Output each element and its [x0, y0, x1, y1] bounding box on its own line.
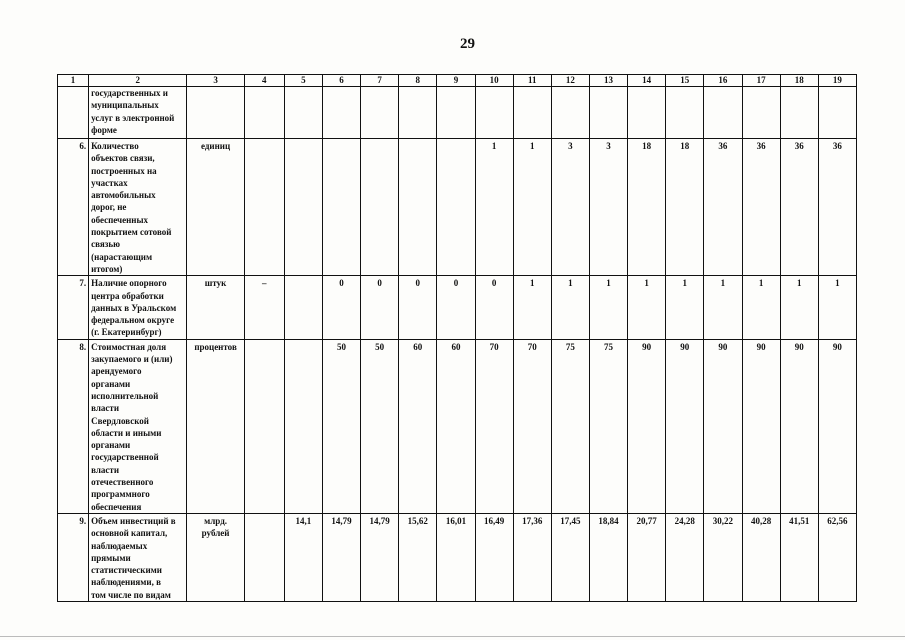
value-cell-col-18: 1 [780, 276, 818, 339]
value-cell-col-16: 90 [704, 339, 742, 513]
value-cell-col-19: 90 [818, 339, 856, 513]
value-cell [513, 87, 551, 139]
value-cell-col-19: 62,56 [818, 513, 856, 601]
value-cell-col-5 [284, 139, 322, 276]
value-cell-col-5: 14,1 [284, 513, 322, 601]
value-cell-col-10: 70 [475, 339, 513, 513]
value-cell-col-12: 1 [551, 276, 589, 339]
value-cell [322, 87, 360, 139]
indicator-name-line: федеральном округе [91, 315, 175, 326]
indicator-name-line: услуг в электронной [91, 112, 175, 123]
indicator-name-line: Свердловской [91, 415, 149, 426]
column-header-15: 15 [666, 75, 704, 87]
table-body [58, 75, 857, 602]
indicator-name-cell [89, 276, 187, 339]
value-cell-col-17: 36 [742, 139, 780, 276]
value-cell-col-13: 18,84 [589, 513, 627, 601]
row-number-cell [58, 87, 89, 139]
value-cell [818, 87, 856, 139]
indicator-name-line: покрытием сотовой [91, 227, 172, 238]
value-cell-col-7: 50 [361, 339, 399, 513]
column-header-2: 2 [89, 75, 187, 87]
value-cell-col-12: 3 [551, 139, 589, 276]
column-header-5: 5 [284, 75, 322, 87]
column-header-11: 11 [513, 75, 551, 87]
indicator-name-line: исполнительной [91, 390, 159, 401]
indicator-name-line: форме [91, 124, 117, 135]
value-cell [187, 87, 244, 139]
column-header-7: 7 [361, 75, 399, 87]
column-header-16: 16 [704, 75, 742, 87]
indicator-name-line: отечественного [91, 477, 154, 488]
value-cell-col-19: 1 [818, 276, 856, 339]
value-cell-col-6: 14,79 [322, 513, 360, 601]
value-cell-col-16: 1 [704, 276, 742, 339]
indicator-name-line: наблюдениями, в [91, 577, 161, 588]
unit-line: процентов [194, 341, 237, 352]
indicator-name-line: муниципальных [91, 100, 159, 111]
value-cell-col-18: 36 [780, 139, 818, 276]
indicator-name-line: участках [91, 177, 128, 188]
table-row-continuation [58, 87, 857, 139]
value-cell [628, 87, 666, 139]
value-cell-col-10: 16,49 [475, 513, 513, 601]
indicator-name-line: Наличие опорного [91, 278, 167, 289]
value-cell-col-12: 17,45 [551, 513, 589, 601]
value-cell-col-18: 41,51 [780, 513, 818, 601]
indicator-name-line: построенных на [91, 165, 157, 176]
value-cell [399, 87, 437, 139]
value-cell-col-15: 18 [666, 139, 704, 276]
value-cell-col-17: 40,28 [742, 513, 780, 601]
unit-line: единиц [200, 141, 231, 151]
indicator-name-line: прямыми [91, 552, 131, 563]
indicator-name-line: области и иными [91, 427, 162, 438]
indicator-name-line: наблюдаемых [91, 540, 148, 551]
value-cell-col-15: 1 [666, 276, 704, 339]
value-cell [780, 87, 818, 139]
indicator-name-line: том числе по видам [91, 589, 171, 600]
unit-cell [187, 339, 244, 513]
column-header-8: 8 [399, 75, 437, 87]
column-header-12: 12 [551, 75, 589, 87]
unit-line: млрд. [204, 515, 227, 526]
indicator-name-line: статистическими [91, 565, 162, 576]
value-cell-col-17: 90 [742, 339, 780, 513]
value-cell-col-6: 0 [322, 276, 360, 339]
value-cell-col-7 [361, 139, 399, 276]
value-cell [551, 87, 589, 139]
indicator-name-cell [89, 87, 187, 139]
table-row [58, 339, 857, 513]
value-cell-col-13: 75 [589, 339, 627, 513]
column-header-17: 17 [742, 75, 780, 87]
indicator-name-line: государственных и [91, 88, 168, 98]
value-cell-col-7: 0 [361, 276, 399, 339]
value-cell-col-10: 0 [475, 276, 513, 339]
value-cell-col-14: 90 [628, 339, 666, 513]
row-number-cell: 9. [58, 513, 89, 601]
value-cell [704, 87, 742, 139]
value-cell-col-11: 70 [513, 339, 551, 513]
indicator-name-line: арендуемого [91, 366, 142, 377]
unit-line: штук [204, 278, 227, 289]
value-cell [742, 87, 780, 139]
indicator-name-line: Стоимостная доля [91, 341, 167, 352]
value-cell-col-4: – [244, 276, 284, 339]
value-cell-col-13: 1 [589, 276, 627, 339]
indicator-name-line: программного [91, 489, 150, 500]
column-header-9: 9 [437, 75, 475, 87]
unit-cell [187, 513, 244, 601]
value-cell-col-11: 1 [513, 139, 551, 276]
column-header-10: 10 [475, 75, 513, 87]
value-cell-col-18: 90 [780, 339, 818, 513]
value-cell [244, 87, 284, 139]
indicator-name-line: государственной [91, 452, 159, 463]
value-cell-col-5 [284, 276, 322, 339]
value-cell [666, 87, 704, 139]
unit-cell [187, 276, 244, 339]
row-number-cell: 6. [58, 139, 89, 276]
column-header-19: 19 [818, 75, 856, 87]
indicator-name-line: власти [91, 403, 120, 414]
value-cell-col-4 [244, 139, 284, 276]
indicator-name-line: основной капитал, [91, 528, 168, 539]
column-header-3: 3 [187, 75, 244, 87]
value-cell-col-6: 50 [322, 339, 360, 513]
indicator-name-line: органами [91, 378, 131, 389]
table-row [58, 276, 857, 339]
value-cell-col-16: 30,22 [704, 513, 742, 601]
row-number-cell: 8. [58, 339, 89, 513]
value-cell-col-14: 18 [628, 139, 666, 276]
value-cell [475, 87, 513, 139]
column-header-4: 4 [244, 75, 284, 87]
indicator-name-line: объектов связи, [91, 153, 155, 164]
value-cell-col-16: 36 [704, 139, 742, 276]
indicator-name-line: (г. Екатеринбург) [91, 327, 162, 338]
value-cell-col-15: 90 [666, 339, 704, 513]
indicator-name-line: обеспеченных [91, 214, 149, 225]
indicator-name-line: центра обработки [91, 290, 164, 301]
value-cell-col-8: 15,62 [399, 513, 437, 601]
page-bottom-edge [0, 636, 905, 637]
indicator-name-line: автомобильных [91, 190, 156, 201]
column-header-13: 13 [589, 75, 627, 87]
column-header-6: 6 [322, 75, 360, 87]
value-cell-col-13: 3 [589, 139, 627, 276]
indicator-name-line: Объем инвестиций в [91, 515, 176, 526]
row-number-cell: 7. [58, 276, 89, 339]
value-cell-col-8: 0 [399, 276, 437, 339]
value-cell-col-14: 20,77 [628, 513, 666, 601]
unit-line: рублей [201, 528, 230, 539]
indicator-name-cell [89, 513, 187, 601]
page-number: 29 [460, 36, 475, 52]
column-header-1: 1 [58, 75, 89, 87]
value-cell-col-14: 1 [628, 276, 666, 339]
table-row [58, 513, 857, 601]
indicator-name-line: (нарастающим [91, 251, 153, 262]
indicator-name-line: связью [91, 239, 120, 250]
value-cell-col-11: 17,36 [513, 513, 551, 601]
value-cell-col-8 [399, 139, 437, 276]
indicator-name-cell [89, 139, 187, 276]
header-row [58, 75, 857, 87]
indicator-name-line: Количество [91, 141, 139, 151]
indicator-name-line: закупаемого и (или) [91, 354, 173, 365]
value-cell-col-9: 16,01 [437, 513, 475, 601]
value-cell-col-5 [284, 339, 322, 513]
unit-cell [187, 139, 244, 276]
indicator-name-line: органами [91, 440, 131, 451]
value-cell [437, 87, 475, 139]
value-cell-col-8: 60 [399, 339, 437, 513]
indicator-name-line: власти [91, 464, 120, 475]
value-cell-col-9 [437, 139, 475, 276]
value-cell-col-12: 75 [551, 339, 589, 513]
value-cell-col-4 [244, 339, 284, 513]
value-cell-col-17: 1 [742, 276, 780, 339]
value-cell-col-6 [322, 139, 360, 276]
value-cell-col-9: 0 [437, 276, 475, 339]
column-header-14: 14 [628, 75, 666, 87]
value-cell [284, 87, 322, 139]
value-cell-col-11: 1 [513, 276, 551, 339]
indicator-name-line: данных в Уральском [91, 302, 177, 313]
indicator-name-line: итогом) [91, 263, 123, 274]
value-cell-col-9: 60 [437, 339, 475, 513]
value-cell [589, 87, 627, 139]
value-cell-col-19: 36 [818, 139, 856, 276]
value-cell-col-10: 1 [475, 139, 513, 276]
value-cell [361, 87, 399, 139]
indicator-name-line: обеспечения [91, 501, 142, 512]
indicator-name-cell [89, 339, 187, 513]
indicator-name-line: дорог, не [91, 202, 127, 213]
indicator-table [57, 74, 857, 602]
value-cell-col-4 [244, 513, 284, 601]
table-row [58, 139, 857, 276]
column-header-18: 18 [780, 75, 818, 87]
value-cell-col-7: 14,79 [361, 513, 399, 601]
value-cell-col-15: 24,28 [666, 513, 704, 601]
